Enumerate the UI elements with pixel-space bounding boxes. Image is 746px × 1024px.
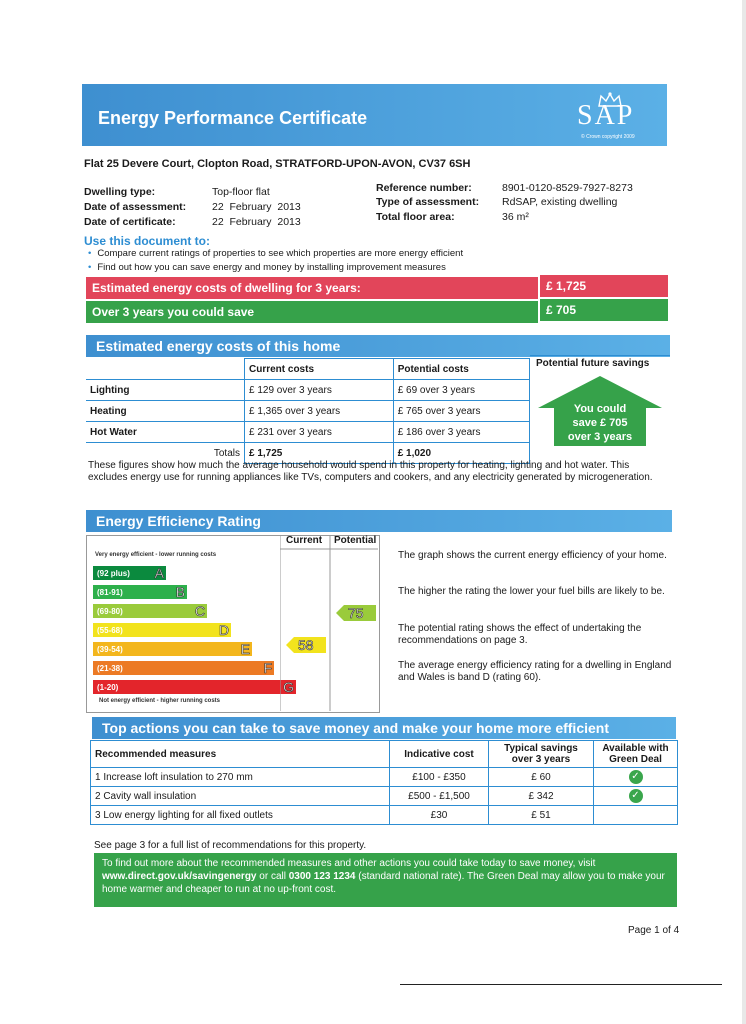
use-document-list bbox=[88, 248, 463, 276]
costs-header-blank bbox=[86, 359, 245, 380]
actions-header-row bbox=[91, 741, 678, 768]
assessment-date-value: 22 February 2013 bbox=[212, 201, 301, 213]
certificate-date-row bbox=[84, 216, 301, 228]
current-column-head: Current bbox=[286, 535, 323, 546]
potential-rating-marker bbox=[336, 605, 376, 621]
green-deal-cell bbox=[594, 768, 678, 787]
estimated-cost-value: £ 1,725 bbox=[546, 279, 587, 293]
dwelling-type-label: Dwelling type: bbox=[84, 186, 156, 198]
page-edge bbox=[742, 0, 746, 1024]
green-deal-cell bbox=[594, 787, 678, 806]
actions-header-measures: Recommended measures bbox=[91, 741, 390, 768]
info-phone: 0300 123 1234 bbox=[288, 871, 356, 882]
totals-potential: £ 1,020 bbox=[393, 443, 529, 464]
estimated-cost-bar bbox=[86, 277, 538, 299]
rating-band-a bbox=[93, 566, 166, 580]
cost-row-current: £ 129 over 3 years bbox=[245, 380, 394, 401]
band-range: (92 plus) bbox=[97, 569, 130, 578]
potential-rating-value: 75 bbox=[348, 605, 364, 621]
measure-name: 1 Increase loft insulation to 270 mm bbox=[91, 768, 390, 787]
assessment-type-value: RdSAP, existing dwelling bbox=[502, 196, 618, 208]
sap-logo bbox=[575, 90, 655, 142]
efficiency-text-2: The higher the rating the lower your fuel bills are likely to be. bbox=[398, 586, 665, 597]
bottom-rule bbox=[400, 984, 722, 985]
measure-name: 3 Low energy lighting for all fixed outlets bbox=[91, 806, 390, 825]
certificate-date-value: 22 February 2013 bbox=[212, 216, 301, 228]
inefficient-note: Not energy efficient - higher running costs bbox=[99, 698, 221, 704]
cost-row-current: £ 1,365 over 3 years bbox=[245, 401, 394, 422]
arrow-line-1: You could bbox=[573, 403, 627, 415]
assessment-type-row bbox=[376, 196, 618, 208]
measure-cost: £30 bbox=[390, 806, 489, 825]
reference-label: Reference number: bbox=[376, 182, 472, 194]
assessment-date-label: Date of assessment: bbox=[84, 201, 187, 213]
measure-savings: £ 60 bbox=[489, 768, 594, 787]
assessment-type-label: Type of assessment: bbox=[376, 196, 480, 208]
dwelling-type-row bbox=[84, 186, 270, 198]
actions-table bbox=[90, 740, 678, 825]
band-letter: E bbox=[240, 641, 250, 657]
band-letter: C bbox=[194, 603, 205, 619]
rating-band-g bbox=[93, 680, 296, 694]
rating-band-b bbox=[93, 585, 187, 599]
actions-section-title: Top actions you can take to save money and make your home more efficient bbox=[102, 720, 609, 736]
rating-columns-grid bbox=[280, 535, 378, 711]
measure-savings: £ 342 bbox=[489, 787, 594, 806]
band-range: (81-91) bbox=[97, 588, 123, 597]
arrow-line-2: save £ 705 bbox=[572, 417, 628, 429]
efficiency-section-header bbox=[86, 510, 672, 532]
estimated-cost-label: Estimated energy costs of dwelling for 3 years: bbox=[92, 281, 361, 295]
cost-row-potential: £ 765 over 3 years bbox=[393, 401, 529, 422]
band-range: (39-54) bbox=[97, 645, 123, 654]
efficiency-text-4: The average energy efficiency rating for a dwelling in England and Wales is band D (rating 60). bbox=[398, 660, 672, 683]
green-deal-cell bbox=[594, 806, 678, 825]
rating-band-e bbox=[93, 642, 252, 656]
efficiency-text-1: The graph shows the current energy efficiency of your home. bbox=[398, 550, 667, 561]
current-rating-marker bbox=[286, 637, 326, 653]
rating-columns bbox=[280, 535, 378, 711]
cost-row-current: £ 231 over 3 years bbox=[245, 422, 394, 443]
band-range: (69-80) bbox=[97, 607, 123, 616]
band-range: (1-20) bbox=[97, 683, 119, 692]
costs-note: These figures show how much the average household would spend in this property for heating, lighting and hot water. This excludes energy use for running appliances like TVs, computers and cookers, and any electricity generated by microgeneration. bbox=[88, 460, 653, 483]
costs-section-header bbox=[86, 335, 670, 357]
certificate-date-label: Date of certificate: bbox=[84, 216, 176, 228]
table-row bbox=[86, 380, 530, 401]
actions-footer-note: See page 3 for a full list of recommendations for this property. bbox=[94, 840, 367, 851]
info-link[interactable]: www.direct.gov.uk/savingenergy bbox=[102, 871, 257, 882]
reference-value: 8901-0120-8529-7927-8273 bbox=[502, 182, 633, 194]
info-text-2: (standard national rate). The Green Deal may allow you to make your home warmer and cheaper to run at no up-front cost. bbox=[102, 871, 665, 895]
use-bullet: • Compare current ratings of properties to see which properties are more energy efficient bbox=[88, 248, 463, 259]
future-savings-heading: Potential future savings bbox=[536, 358, 650, 369]
savings-value-box bbox=[540, 299, 668, 321]
actions-header-green-deal: Available with Green Deal bbox=[594, 741, 678, 768]
assessment-date-row bbox=[84, 201, 301, 213]
table-row bbox=[86, 401, 530, 422]
info-text-1: To find out more about the recommended measures and other actions you could take today to save money, visit bbox=[102, 858, 596, 869]
certificate-title: Energy Performance Certificate bbox=[98, 108, 368, 128]
band-letter: F bbox=[263, 660, 272, 676]
measure-cost: £100 - £350 bbox=[390, 768, 489, 787]
estimated-cost-value-box bbox=[540, 275, 668, 297]
info-mid: or call bbox=[256, 871, 289, 882]
savings-label: Over 3 years you could save bbox=[92, 305, 255, 319]
band-letter: D bbox=[218, 622, 229, 638]
actions-section-header bbox=[92, 717, 676, 739]
cost-row-label: Hot Water bbox=[86, 422, 245, 443]
floor-area-value: 36 m² bbox=[502, 211, 529, 223]
table-row bbox=[91, 806, 678, 825]
certificate-header bbox=[82, 84, 667, 146]
measure-savings: £ 51 bbox=[489, 806, 594, 825]
costs-header-row bbox=[86, 359, 530, 380]
rating-band-c bbox=[93, 604, 207, 618]
savings-arrow bbox=[538, 376, 662, 446]
costs-section-title: Estimated energy costs of this home bbox=[96, 338, 341, 354]
use-document-title: Use this document to: bbox=[84, 234, 211, 248]
totals-current: £ 1,725 bbox=[245, 443, 394, 464]
efficiency-text-3: The potential rating shows the effect of undertaking the recommendations on page 3. bbox=[398, 623, 642, 646]
totals-label: Totals bbox=[213, 447, 240, 459]
band-range: (21-38) bbox=[97, 664, 123, 673]
cost-row-potential: £ 186 over 3 years bbox=[393, 422, 529, 443]
savings-value: £ 705 bbox=[546, 303, 577, 317]
measure-cost: £500 - £1,500 bbox=[390, 787, 489, 806]
page-number: Page 1 of 4 bbox=[628, 925, 680, 936]
savings-arrow-text bbox=[538, 402, 662, 444]
rating-band-d bbox=[93, 623, 231, 637]
efficient-note: Very energy efficient - lower running costs bbox=[95, 552, 217, 558]
costs-table bbox=[86, 358, 530, 464]
measure-name: 2 Cavity wall insulation bbox=[91, 787, 390, 806]
table-row bbox=[86, 422, 530, 443]
check-circle-icon: ✓ bbox=[629, 770, 643, 784]
floor-area-row bbox=[376, 211, 529, 223]
actions-header-savings: Typical savings over 3 years bbox=[489, 741, 594, 768]
cost-row-label: Lighting bbox=[86, 380, 245, 401]
arrow-line-3: over 3 years bbox=[567, 431, 633, 443]
band-letter: G bbox=[283, 679, 294, 695]
sap-logo-text: SAP bbox=[577, 100, 635, 131]
table-row bbox=[91, 787, 678, 806]
band-range: (55-68) bbox=[97, 626, 123, 635]
band-letter: B bbox=[175, 584, 185, 600]
dwelling-type-value: Top-floor flat bbox=[212, 186, 270, 198]
sap-logo-copyright: © Crown copyright 2009 bbox=[581, 134, 635, 140]
efficiency-section-title: Energy Efficiency Rating bbox=[96, 513, 261, 529]
potential-column-head: Potential bbox=[334, 535, 377, 546]
cost-row-label: Heating bbox=[86, 401, 245, 422]
cost-row-potential: £ 69 over 3 years bbox=[393, 380, 529, 401]
use-bullet: • Find out how you can save energy and money by installing improvement measures bbox=[88, 262, 463, 273]
reference-row bbox=[376, 182, 633, 194]
rating-band-f bbox=[93, 661, 274, 675]
green-deal-info-box bbox=[94, 853, 677, 907]
actions-header-cost: Indicative cost bbox=[390, 741, 489, 768]
costs-header-potential: Potential costs bbox=[393, 359, 529, 380]
table-row bbox=[91, 768, 678, 787]
band-letter: A bbox=[154, 565, 164, 581]
property-address: Flat 25 Devere Court, Clopton Road, STRATFORD-UPON-AVON, CV37 6SH bbox=[84, 158, 471, 170]
savings-bar bbox=[86, 301, 538, 323]
check-circle-icon: ✓ bbox=[629, 789, 643, 803]
current-rating-value: 58 bbox=[298, 637, 314, 653]
future-savings-panel bbox=[530, 355, 670, 454]
costs-header-current: Current costs bbox=[245, 359, 394, 380]
floor-area-label: Total floor area: bbox=[376, 211, 455, 223]
